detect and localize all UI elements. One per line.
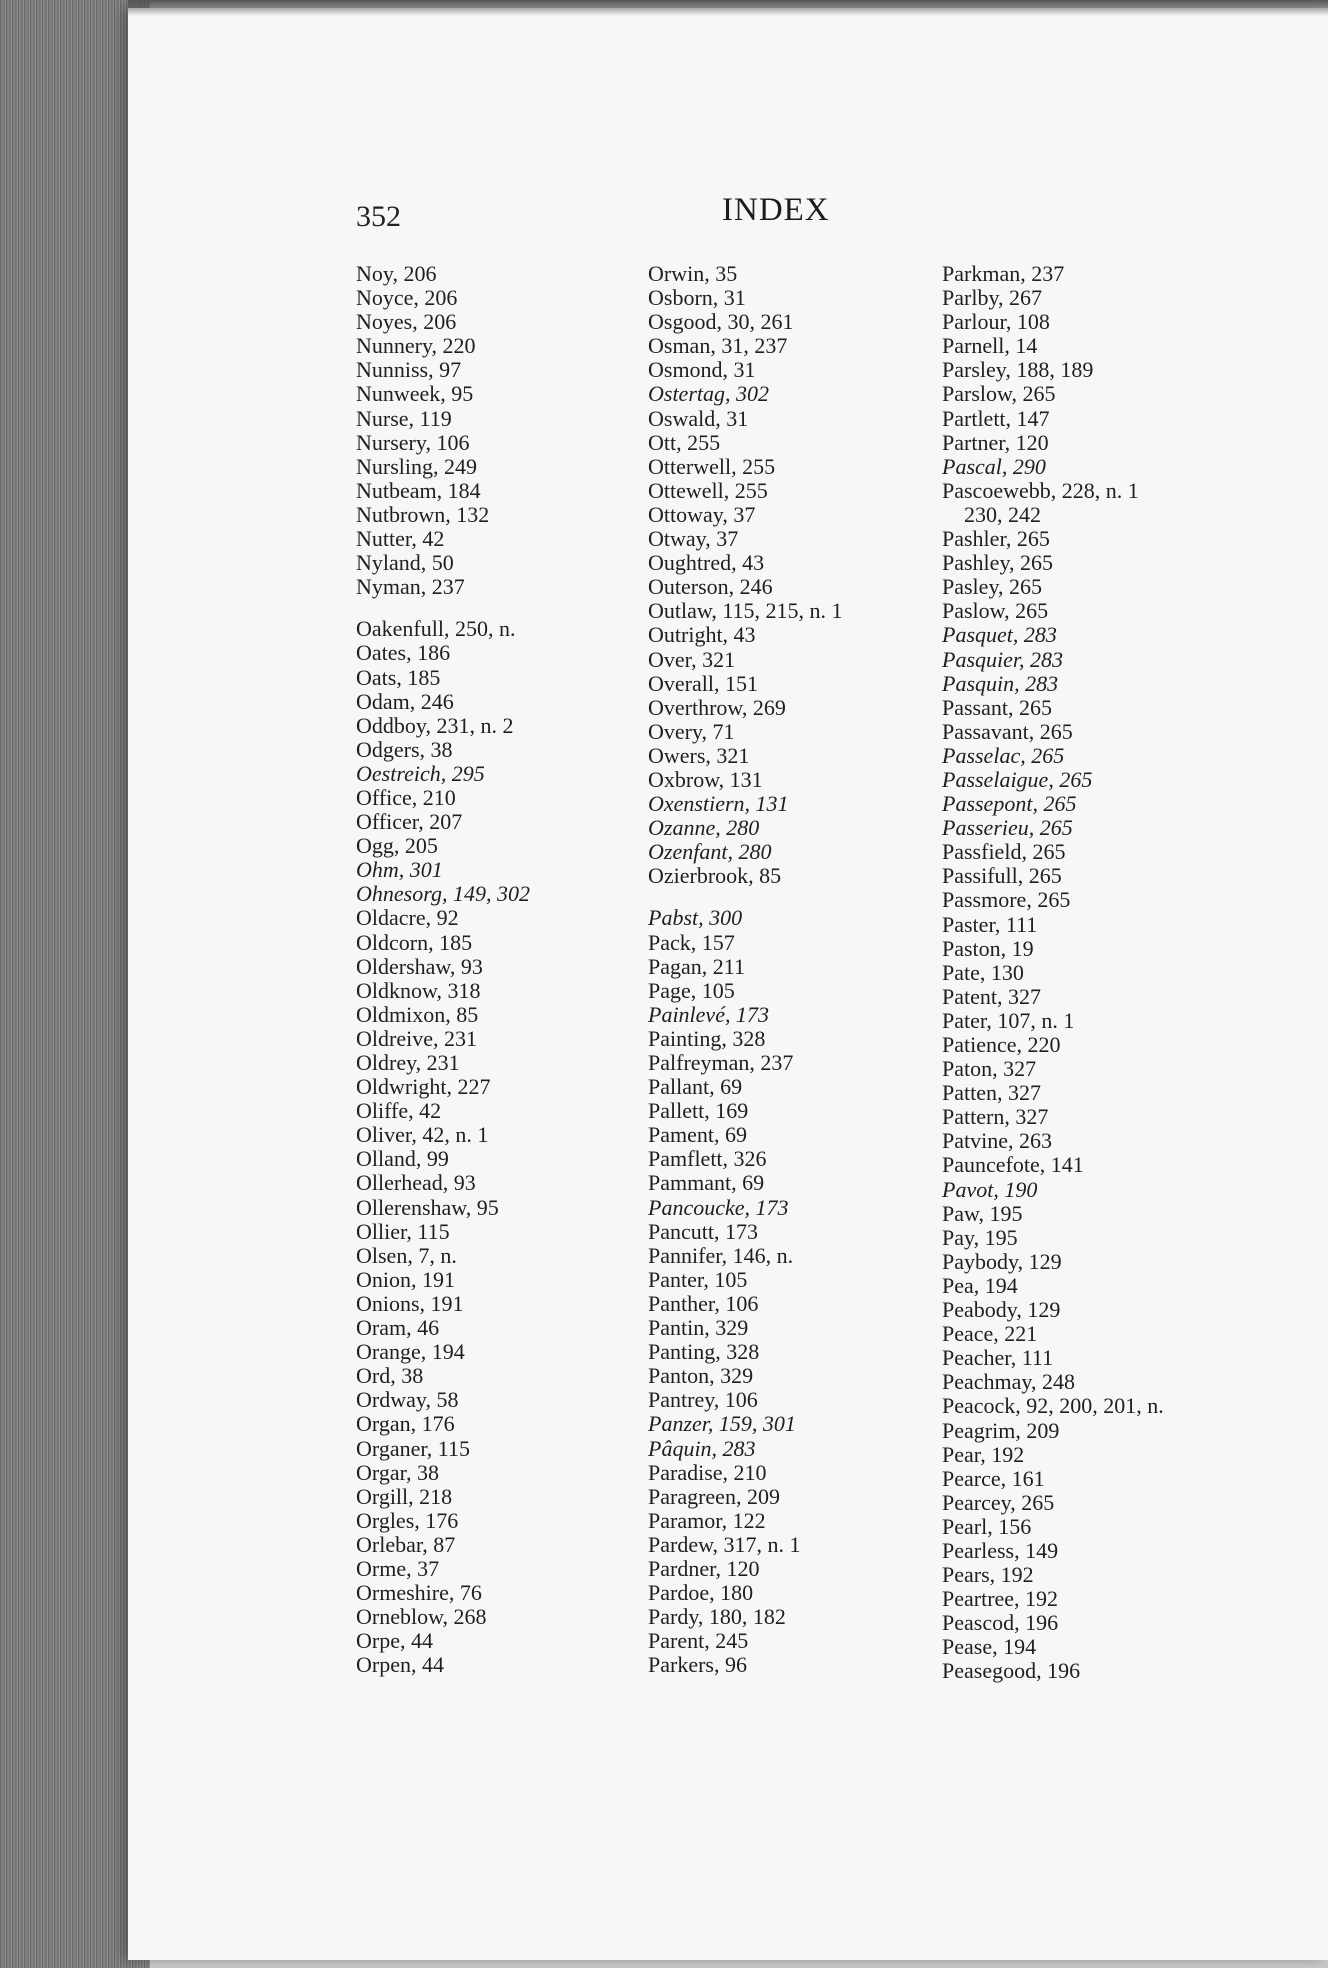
index-entry: Nyman, 237 bbox=[356, 574, 465, 600]
index-entry: Passmore, 265 bbox=[942, 887, 1071, 913]
index-entry: Nutter, 42 bbox=[356, 526, 445, 552]
index-entry: Pack, 157 bbox=[648, 929, 735, 955]
index-entry: Orgar, 38 bbox=[356, 1459, 440, 1485]
index-entry: Ostertag, 302 bbox=[648, 381, 769, 407]
index-entry: Otterwell, 255 bbox=[648, 453, 776, 479]
index-column-3 bbox=[942, 262, 1232, 1684]
index-entry: Oats, 185 bbox=[356, 664, 441, 690]
index-entry: Office, 210 bbox=[356, 784, 456, 810]
index-entry: Odam, 246 bbox=[356, 688, 454, 714]
index-entry: Passavant, 265 bbox=[942, 718, 1073, 744]
index-entry: Ott, 255 bbox=[648, 429, 721, 455]
index-entry: Paradise, 210 bbox=[648, 1459, 767, 1485]
index-entry: Pascal, 290 bbox=[942, 453, 1046, 479]
index-entry: Oram, 46 bbox=[356, 1315, 440, 1341]
index-entry: Oughtred, 43 bbox=[648, 550, 765, 576]
index-entry: Odgers, 38 bbox=[356, 736, 453, 762]
index-entry: Pancutt, 173 bbox=[648, 1218, 758, 1244]
index-entry: Ottewell, 255 bbox=[648, 477, 768, 503]
index-entry: Ollerhead, 93 bbox=[356, 1170, 476, 1196]
index-entry: Pâquin, 283 bbox=[648, 1435, 756, 1461]
index-entry: Oswald, 31 bbox=[648, 405, 749, 431]
index-entry: Osmond, 31 bbox=[648, 357, 756, 383]
index-entry: Passerieu, 265 bbox=[942, 815, 1073, 841]
index-entry: Oldrey, 231 bbox=[356, 1050, 460, 1075]
index-entry: Outlaw, 115, 215, n. 1 bbox=[648, 598, 843, 624]
index-entry: Oliffe, 42 bbox=[356, 1098, 442, 1124]
index-entry: Ozanne, 280 bbox=[648, 815, 760, 841]
index-entry: Pardner, 120 bbox=[648, 1555, 760, 1581]
index-entry: Parnell, 14 bbox=[942, 333, 1038, 359]
index-entry: Paster, 111 bbox=[942, 911, 1038, 937]
index-entry: Ohnesorg, 149, 302 bbox=[356, 881, 530, 907]
index-entry: Ohm, 301 bbox=[356, 857, 443, 883]
index-entry: Pantin, 329 bbox=[648, 1315, 749, 1341]
index-entry: Nurse, 119 bbox=[356, 405, 452, 431]
index-entry: Pallett, 169 bbox=[648, 1098, 749, 1124]
index-entry: Orgles, 176 bbox=[356, 1507, 459, 1533]
index-entry: Outright, 43 bbox=[648, 622, 756, 648]
index-entry: Paton, 327 bbox=[942, 1056, 1037, 1082]
index-entry: Onions, 191 bbox=[356, 1290, 464, 1316]
index-entry: Patience, 220 bbox=[942, 1032, 1061, 1057]
index-entry: Patvine, 263 bbox=[942, 1128, 1052, 1154]
index-entry: Pament, 69 bbox=[648, 1122, 747, 1148]
index-entry: Ollerenshaw, 95 bbox=[356, 1194, 499, 1220]
index-entry: Orneblow, 268 bbox=[356, 1604, 487, 1630]
index-entry: Orlebar, 87 bbox=[356, 1531, 456, 1557]
index-entry: Paragreen, 209 bbox=[648, 1483, 780, 1509]
index-entry: Parkman, 237 bbox=[942, 261, 1065, 286]
index-entry: Passepont, 265 bbox=[942, 791, 1077, 817]
index-entry: Oliver, 42, n. 1 bbox=[356, 1122, 489, 1148]
index-entry: Pattern, 327 bbox=[942, 1104, 1049, 1130]
index-entry: Parsley, 188, 189 bbox=[942, 357, 1094, 383]
index-entry: Pammant, 69 bbox=[648, 1170, 765, 1196]
index-entry: Nursling, 249 bbox=[356, 453, 477, 479]
index-entry: Olsen, 7, n. bbox=[356, 1242, 457, 1268]
index-entry: Peascod, 196 bbox=[942, 1610, 1059, 1636]
index-entry: Paramor, 122 bbox=[648, 1507, 766, 1533]
index-entry: Noyce, 206 bbox=[356, 285, 458, 311]
index-entry: Parlby, 267 bbox=[942, 285, 1043, 311]
index-entry: Peagrim, 209 bbox=[942, 1417, 1060, 1443]
index-entry: Pantrey, 106 bbox=[648, 1387, 758, 1413]
index-entry: Passant, 265 bbox=[942, 694, 1052, 720]
page-number: 352 bbox=[356, 200, 401, 233]
index-entry: Pardew, 317, n. 1 bbox=[648, 1531, 801, 1557]
index-entry: Peabody, 129 bbox=[942, 1297, 1061, 1323]
index-entry: Peace, 221 bbox=[942, 1321, 1038, 1347]
index-entry: Oldacre, 92 bbox=[356, 905, 459, 931]
index-entry: Pears, 192 bbox=[942, 1562, 1034, 1588]
index-entry: Patten, 327 bbox=[942, 1080, 1041, 1106]
index-entry: Pasquet, 283 bbox=[942, 622, 1057, 648]
index-entry: Peachmay, 248 bbox=[942, 1369, 1075, 1395]
index-entry: Olland, 99 bbox=[356, 1146, 449, 1172]
index-entry: Organer, 115 bbox=[356, 1435, 470, 1461]
index-entry: Noy, 206 bbox=[356, 261, 437, 286]
index-entry: Ozierbrook, 85 bbox=[648, 863, 782, 889]
index-entry: Pashley, 265 bbox=[942, 550, 1054, 576]
index-entry: Pabst, 300 bbox=[648, 905, 743, 931]
index-entry: Parent, 245 bbox=[648, 1628, 749, 1654]
index-entry: Orange, 194 bbox=[356, 1339, 465, 1365]
index-entry: Pasquier, 283 bbox=[942, 646, 1063, 672]
index-entry: Passfield, 265 bbox=[942, 839, 1066, 865]
index-entry: Owers, 321 bbox=[648, 742, 750, 768]
page-title: INDEX bbox=[722, 192, 830, 228]
index-entry: Parslow, 265 bbox=[942, 381, 1056, 407]
index-entry: Paslow, 265 bbox=[942, 598, 1049, 624]
index-entry: Pate, 130 bbox=[942, 959, 1024, 985]
index-entry: Parlour, 108 bbox=[942, 309, 1050, 335]
index-entry: Pamflett, 326 bbox=[648, 1146, 767, 1172]
index-entry: Officer, 207 bbox=[356, 809, 463, 835]
index-entry: Pasquin, 283 bbox=[942, 670, 1059, 696]
index-entry: Peacock, 92, 200, 201, n. bbox=[942, 1393, 1164, 1419]
index-entry: Pearless, 149 bbox=[942, 1537, 1059, 1563]
index-entry: Partlett, 147 bbox=[942, 405, 1050, 431]
index-entry: Ord, 38 bbox=[356, 1363, 424, 1389]
index-entry: Pay, 195 bbox=[942, 1224, 1018, 1250]
index-entry: Pardoe, 180 bbox=[648, 1580, 754, 1606]
index-entry: Pater, 107, n. 1 bbox=[942, 1007, 1075, 1033]
index-entry: Oldwright, 227 bbox=[356, 1074, 491, 1100]
index-entry: Noyes, 206 bbox=[356, 309, 457, 335]
index-entry: Ozenfant, 280 bbox=[648, 839, 772, 865]
index-entry: Pancoucke, 173 bbox=[648, 1194, 789, 1220]
index-entry: Pauncefote, 141 bbox=[942, 1152, 1084, 1178]
index-entry: Ogg, 205 bbox=[356, 833, 438, 859]
index-entry: Pavot, 190 bbox=[942, 1176, 1038, 1202]
index-entry: Parkers, 96 bbox=[648, 1652, 747, 1678]
index-entry: Panting, 328 bbox=[648, 1339, 760, 1365]
index-entry: Pascoewebb, 228, n. 1 bbox=[942, 477, 1139, 503]
index-entry: Overall, 151 bbox=[648, 670, 758, 696]
index-entry: Osgood, 30, 261 bbox=[648, 309, 794, 335]
index-entry: Overy, 71 bbox=[648, 718, 735, 744]
index-entry: Painting, 328 bbox=[648, 1025, 766, 1051]
index-entry: Panzer, 159, 301 bbox=[648, 1411, 796, 1437]
index-entry: Onion, 191 bbox=[356, 1266, 455, 1292]
index-entry: Palfreyman, 237 bbox=[648, 1050, 794, 1075]
index-entry: Organ, 176 bbox=[356, 1411, 455, 1437]
index-entry: Page, 105 bbox=[648, 977, 735, 1003]
index-entry: Nursery, 106 bbox=[356, 429, 470, 455]
index-column-1 bbox=[356, 262, 646, 1677]
index-entry: Orwin, 35 bbox=[648, 261, 738, 286]
index-entry: Over, 321 bbox=[648, 646, 736, 672]
index-entry: Oldcorn, 185 bbox=[356, 929, 473, 955]
index-entry: Nunnery, 220 bbox=[356, 333, 476, 359]
index-entry: Nutbeam, 184 bbox=[356, 477, 481, 503]
index-entry: Partner, 120 bbox=[942, 429, 1049, 455]
index-entry: Oxbrow, 131 bbox=[648, 766, 763, 792]
index-entry: Oakenfull, 250, n. bbox=[356, 616, 516, 642]
index-entry: Pearcey, 265 bbox=[942, 1489, 1055, 1515]
index-entry: Paw, 195 bbox=[942, 1200, 1023, 1226]
index-entry: Passelac, 265 bbox=[942, 742, 1065, 768]
index-entry: Oxenstiern, 131 bbox=[648, 791, 789, 817]
index-entry: Pagan, 211 bbox=[648, 953, 745, 979]
index-entry: Pardy, 180, 182 bbox=[648, 1604, 786, 1630]
index-entry: Nunweek, 95 bbox=[356, 381, 474, 407]
index-entry: Panther, 106 bbox=[648, 1290, 759, 1316]
index-entry: Oddboy, 231, n. 2 bbox=[356, 712, 514, 738]
index-entry: Patent, 327 bbox=[942, 983, 1041, 1009]
index-entry: Oldmixon, 85 bbox=[356, 1001, 479, 1027]
index-column-2 bbox=[648, 262, 938, 1677]
index-entry: Nunniss, 97 bbox=[356, 357, 462, 383]
index-entry: Outerson, 246 bbox=[648, 574, 773, 600]
index-entry: Ollier, 115 bbox=[356, 1218, 450, 1244]
index-entry: Paston, 19 bbox=[942, 935, 1034, 961]
index-entry: Oates, 186 bbox=[356, 640, 451, 666]
index-entry: Pasley, 265 bbox=[942, 574, 1043, 600]
index-entry: Painlevé, 173 bbox=[648, 1001, 769, 1027]
page-top-shadow bbox=[128, 0, 1328, 16]
index-entry: Orme, 37 bbox=[356, 1555, 440, 1581]
index-entry: Pear, 192 bbox=[942, 1441, 1025, 1467]
index-entry: Peasegood, 196 bbox=[942, 1658, 1081, 1684]
index-entry: Passelaigue, 265 bbox=[942, 766, 1093, 792]
index-entry: Ormeshire, 76 bbox=[356, 1580, 482, 1606]
index-entry: Pea, 194 bbox=[942, 1272, 1018, 1298]
index-entry: Pannifer, 146, n. bbox=[648, 1242, 794, 1268]
index-entry: Oldershaw, 93 bbox=[356, 953, 483, 979]
index-entry: Osborn, 31 bbox=[648, 285, 746, 311]
index-entry: Pearce, 161 bbox=[942, 1465, 1045, 1491]
index-entry: Pashler, 265 bbox=[942, 526, 1050, 552]
index-entry: Nutbrown, 132 bbox=[356, 501, 490, 527]
index-entry: Oestreich, 295 bbox=[356, 760, 485, 786]
index-entry: Osman, 31, 237 bbox=[648, 333, 788, 359]
index-entry: Panton, 329 bbox=[648, 1363, 754, 1389]
index-entry: Orgill, 218 bbox=[356, 1483, 453, 1509]
index-entry: Orpe, 44 bbox=[356, 1628, 433, 1654]
index-entry: Paybody, 129 bbox=[942, 1248, 1062, 1274]
index-entry: Peacher, 111 bbox=[942, 1345, 1054, 1371]
index-entry: Ottoway, 37 bbox=[648, 501, 756, 527]
index-entry: Panter, 105 bbox=[648, 1266, 748, 1292]
index-entry: Ordway, 58 bbox=[356, 1387, 459, 1413]
index-entry: Nyland, 50 bbox=[356, 550, 454, 576]
index-entry: Pallant, 69 bbox=[648, 1074, 743, 1100]
index-entry: Pease, 194 bbox=[942, 1634, 1037, 1660]
index-entry: Pearl, 156 bbox=[942, 1513, 1032, 1539]
index-entry: Oldreive, 231 bbox=[356, 1025, 477, 1051]
index-entry: Otway, 37 bbox=[648, 526, 739, 552]
index-entry: 230, 242 bbox=[964, 501, 1041, 527]
index-entry: Peartree, 192 bbox=[942, 1586, 1059, 1612]
index-entry: Overthrow, 269 bbox=[648, 694, 786, 720]
index-entry: Passifull, 265 bbox=[942, 863, 1062, 889]
index-entry: Orpen, 44 bbox=[356, 1652, 444, 1678]
index-entry: Oldknow, 318 bbox=[356, 977, 481, 1003]
